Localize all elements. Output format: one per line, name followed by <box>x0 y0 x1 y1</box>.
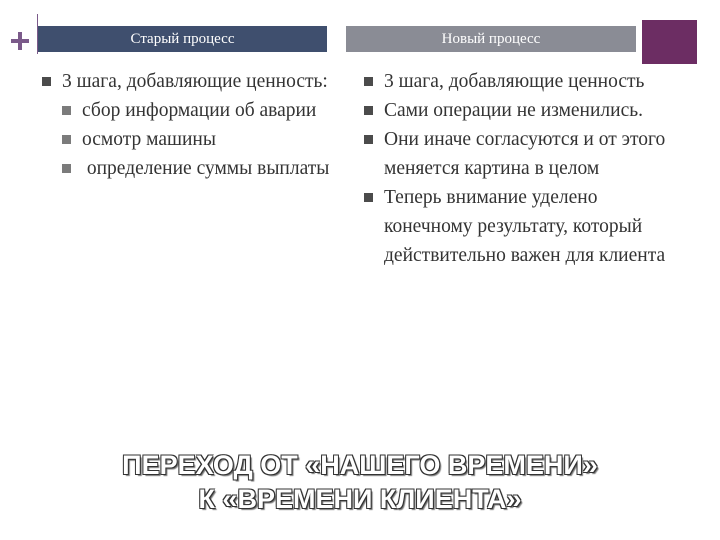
list-subitem <box>32 154 332 183</box>
list-item <box>32 67 332 96</box>
list-item-text: определение суммы выплаты <box>82 158 330 179</box>
old-process-list <box>32 67 332 183</box>
square-bullet-icon <box>364 77 373 86</box>
square-bullet-icon <box>62 106 71 115</box>
square-bullet-icon <box>364 193 373 202</box>
header-old-label: Старый процесс <box>130 31 235 47</box>
list-item <box>354 125 720 183</box>
square-bullet-icon <box>364 135 373 144</box>
square-bullet-icon <box>62 164 71 173</box>
list-item-text: Теперь внимание уделено конечному результату, который действительно важен для клиента <box>384 187 666 266</box>
square-bullet-icon <box>42 77 51 86</box>
list-item-text: осмотр машины <box>82 129 216 150</box>
list-item-text: 3 шага, добавляющие ценность: <box>62 71 328 92</box>
header-old-process <box>38 26 327 52</box>
accent-block <box>642 20 697 64</box>
list-item-text: Они иначе согласуются и от этого меняется картина в целом <box>384 129 666 179</box>
list-item <box>354 67 720 96</box>
list-item-text: Сами операции не изменились. <box>384 100 644 121</box>
list-item-text: сбор информации об аварии <box>82 100 317 121</box>
footer-title-line-2: К «ВРЕМЕНИ КЛИЕНТА» <box>198 484 522 514</box>
list-item <box>354 96 720 125</box>
square-bullet-icon <box>62 135 71 144</box>
list-item-text: 3 шага, добавляющие ценность <box>384 71 645 92</box>
new-process-list <box>354 67 720 270</box>
header-new-process <box>346 26 636 52</box>
plus-icon <box>2 22 38 58</box>
square-bullet-icon <box>364 106 373 115</box>
footer-title-line-1: ПЕРЕХОД ОТ «НАШЕГО ВРЕМЕНИ» <box>122 450 598 480</box>
list-subitem <box>32 125 332 154</box>
header-new-label: Новый процесс <box>441 31 541 47</box>
list-item <box>354 183 720 270</box>
list-subitem <box>32 96 332 125</box>
